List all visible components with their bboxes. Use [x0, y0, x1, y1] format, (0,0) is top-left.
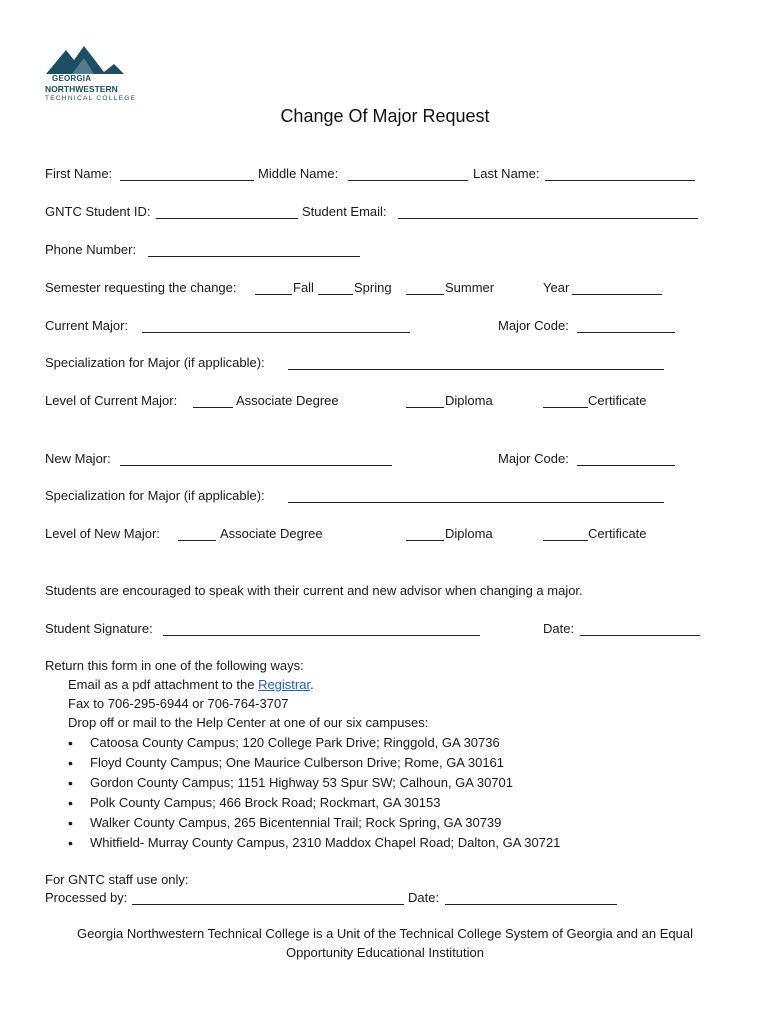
new-certificate-label: Certificate: [588, 526, 647, 541]
fall-label: Fall: [293, 280, 314, 295]
list-item: • Whitfield- Murray County Campus, 2310 Maddox Chapel Road; Dalton, GA 30721: [68, 833, 560, 853]
current-major-field[interactable]: [142, 319, 410, 333]
list-item: • Gordon County Campus; 1151 Highway 53 Spur SW; Calhoun, GA 30701: [68, 773, 560, 793]
middle-name-label: Middle Name:: [258, 166, 339, 181]
student-email-label: Student Email:: [302, 204, 387, 219]
list-item: • Catoosa County Campus; 120 College Park Drive; Ringgold, GA 30736: [68, 733, 560, 753]
year-label: Year: [543, 280, 570, 295]
logo-text-georgia: GEORGIA: [52, 74, 92, 83]
fall-field[interactable]: [255, 281, 292, 295]
campus-list: [68, 733, 560, 853]
registrar-link[interactable]: Registrar: [258, 677, 311, 692]
logo-text-technical-college: TECHNICAL COLLEGE: [45, 95, 137, 102]
level-new-label: Level of New Major:: [45, 526, 160, 541]
list-item: • Walker County Campus, 265 Bicentennial Trail; Rock Spring, GA 30739: [68, 813, 560, 833]
last-name-label: Last Name:: [473, 166, 540, 181]
list-item: • Polk County Campus; 466 Brock Road; Rockmart, GA 30153: [68, 793, 560, 813]
phone-field[interactable]: [148, 243, 360, 257]
staff-date-field[interactable]: [445, 891, 617, 905]
first-name-field[interactable]: [120, 167, 254, 181]
page-title: Change Of Major Request: [280, 106, 490, 126]
new-major-code-label: Major Code:: [498, 451, 569, 466]
current-associate-field[interactable]: [193, 394, 233, 408]
last-name-field[interactable]: [545, 167, 695, 181]
return-dropoff: Drop off or mail to the Help Center at one of our six campuses:: [68, 715, 429, 730]
new-specialization-field[interactable]: [288, 489, 664, 503]
return-email-line: Email as a pdf attachment to the Registrar.: [68, 677, 314, 692]
processed-by-label: Processed by:: [45, 890, 128, 905]
first-name-label: First Name:: [45, 166, 113, 181]
level-current-label: Level of Current Major:: [45, 393, 178, 408]
staff-heading: For GNTC staff use only:: [45, 872, 189, 887]
student-id-label: GNTC Student ID:: [45, 204, 151, 219]
current-diploma-label: Diploma: [445, 393, 493, 408]
major-code-field[interactable]: [577, 319, 675, 333]
major-code-label: Major Code:: [498, 318, 569, 333]
signature-date-field[interactable]: [580, 622, 700, 636]
specialization-field[interactable]: [288, 356, 664, 370]
footer-line-1: Georgia Northwestern Technical College is a Unit of the Technical College System of Georgia and an Equal: [77, 926, 693, 941]
current-certificate-label: Certificate: [588, 393, 647, 408]
new-associate-label: Associate Degree: [220, 526, 323, 541]
current-associate-label: Associate Degree: [236, 393, 339, 408]
summer-label: Summer: [445, 280, 495, 295]
new-diploma-field[interactable]: [406, 527, 444, 541]
return-intro: Return this form in one of the following ways:: [45, 658, 304, 673]
phone-label: Phone Number:: [45, 242, 137, 257]
logo-text-northwestern: NORTHWESTERN: [45, 84, 118, 94]
processed-by-field[interactable]: [132, 891, 404, 905]
spring-field[interactable]: [318, 281, 353, 295]
signature-field[interactable]: [163, 622, 480, 636]
new-diploma-label: Diploma: [445, 526, 493, 541]
footer-line-2: Opportunity Educational Institution: [285, 945, 484, 960]
middle-name-field[interactable]: [348, 167, 468, 181]
current-major-label: Current Major:: [45, 318, 129, 333]
current-diploma-field[interactable]: [406, 394, 444, 408]
list-item: • Floyd County Campus; One Maurice Culberson Drive; Rome, GA 30161: [68, 753, 560, 773]
advisor-note: Students are encouraged to speak with their current and new advisor when changing a major.: [45, 583, 583, 598]
semester-label: Semester requesting the change:: [45, 280, 237, 295]
student-id-field[interactable]: [156, 205, 298, 219]
spring-label: Spring: [354, 280, 392, 295]
signature-date-label: Date:: [543, 621, 575, 636]
student-email-field[interactable]: [398, 205, 698, 219]
signature-label: Student Signature:: [45, 621, 153, 636]
new-associate-field[interactable]: [178, 527, 216, 541]
specialization-label: Specialization for Major (if applicable):: [45, 355, 265, 370]
new-specialization-label: Specialization for Major (if applicable):: [45, 488, 265, 503]
summer-field[interactable]: [406, 281, 444, 295]
new-major-label: New Major:: [45, 451, 111, 466]
staff-date-label: Date:: [408, 890, 440, 905]
current-certificate-field[interactable]: [543, 394, 588, 408]
new-major-field[interactable]: [120, 452, 392, 466]
new-certificate-field[interactable]: [543, 527, 588, 541]
year-field[interactable]: [572, 281, 662, 295]
footer-statement: [40, 924, 730, 962]
new-major-code-field[interactable]: [577, 452, 675, 466]
return-fax: Fax to 706-295-6944 or 706-764-3707: [68, 696, 289, 711]
